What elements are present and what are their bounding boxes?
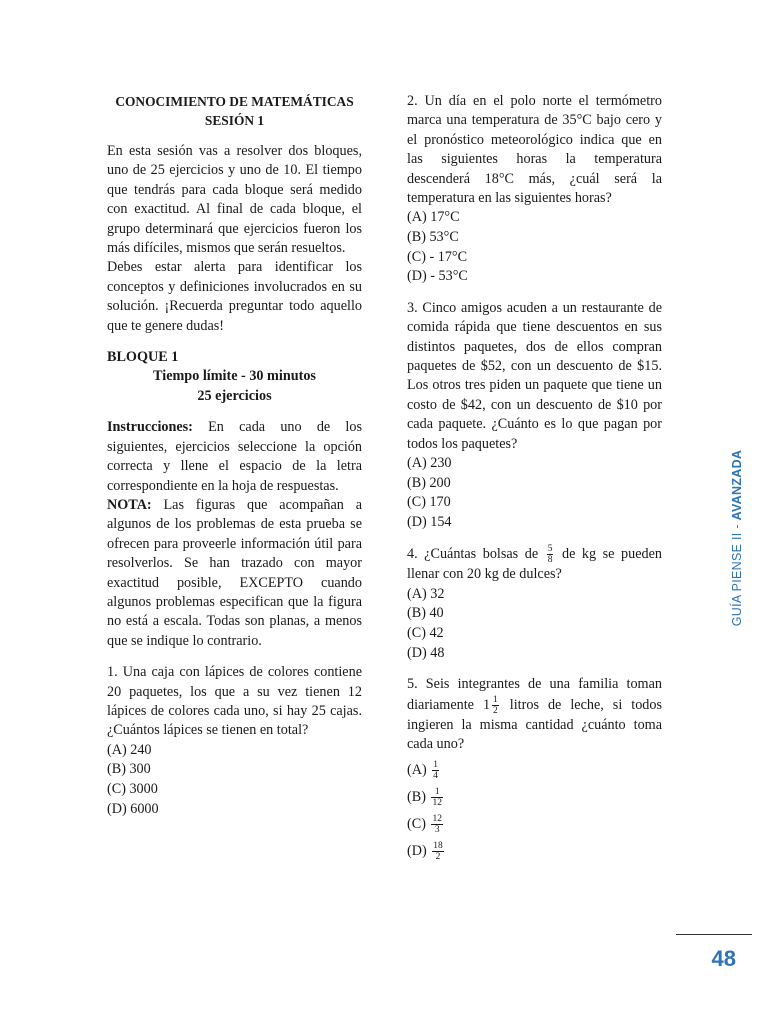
option-fraction (431, 787, 443, 808)
question-3-option-c: (C) 170 (407, 494, 451, 511)
guide-level: AVANZADA (730, 449, 744, 521)
footer-rule (676, 934, 752, 935)
instructions-text: En cada uno de los siguientes, ejercicios seleccione la opción correcta y llene el espacio de la letra correspondiente en la hoja de respuestas. (107, 419, 362, 494)
question-3-option-b: (B) 200 (407, 474, 451, 491)
question-4-option-b: (B) 40 (407, 605, 444, 622)
right-column (407, 92, 662, 862)
option-label: (A) (407, 762, 427, 779)
fraction-denominator: 4 (433, 771, 438, 782)
question-5-fraction (492, 695, 499, 716)
question-2-option-d: (D) - 53°C (407, 268, 468, 285)
option-fraction (432, 841, 444, 862)
fraction-denominator: 3 (434, 825, 440, 836)
question-1-text: 1. Una caja con lápices de colores contiene 20 paquetes, los que a su vez tienen 12 lápices de colores cada uno, si hay 25 cajas. ¿Cuántos lápices se tienen en total? (107, 664, 362, 739)
question-2-text: 2. Un día en el polo norte el termómetro marca una temperatura de 35°C bajo cero y el pronóstico meteorológico indica que en las siguientes horas la temperatura descenderá 18°C más, ¿cuál será la temperatura en las siguientes horas? (407, 93, 662, 207)
note-paragraph (107, 496, 362, 651)
note-label: NOTA: (107, 496, 152, 513)
intro-paragraph-1: En esta sesión vas a resolver dos bloques, uno de 25 ejercicios y uno de 10. El tiempo que tendrás para cada bloque será medido con exactitud. Al final de cada bloque, el grupo determinará que ejercicios fueron los más difíciles, mismos que serán resueltos. (107, 143, 362, 257)
question-4-text (407, 544, 662, 584)
guide-name: GUÍA PIENSE II - (730, 520, 744, 627)
block-count: 25 ejercicios (197, 387, 272, 404)
block-label: BLOQUE 1 (107, 349, 179, 366)
instructions-paragraph (107, 418, 362, 496)
question-2-option-b: (B) 53°C (407, 229, 459, 246)
fraction-denominator: 2 (435, 852, 441, 863)
section-subtitle: SESIÓN 1 (204, 113, 265, 128)
fraction-numerator: 5 (547, 544, 553, 555)
question-1-option-d: (D) 6000 (107, 800, 159, 817)
question-5-text-after: litros de leche, si todos ingieren la misma cantidad ¿cuánto toma cada uno? (407, 696, 662, 753)
fraction-numerator: 1 (431, 787, 443, 798)
question-1-option-b: (B) 300 (107, 761, 151, 778)
guide-side-label (730, 450, 744, 627)
fraction-numerator: 1 (493, 694, 498, 705)
fraction-denominator: 2 (493, 705, 498, 716)
option-label: (D) (407, 843, 427, 860)
block-time: Tiempo límite - 30 minutos (153, 368, 316, 385)
option-label: (C) (407, 816, 426, 833)
question-4-text-after: de kg se pueden llenar con 20 kg de dulces? (407, 546, 662, 583)
section-title: CONOCIMIENTO DE MATEMÁTICAS (115, 94, 354, 109)
fraction-numerator: 1 (433, 760, 438, 771)
page-number: 48 (711, 946, 736, 971)
question-2-option-a: (A) 17°C (407, 209, 460, 226)
question-1-option-c: (C) 3000 (107, 780, 158, 797)
question-4-text-before: 4. ¿Cuántas bolsas de (407, 546, 539, 563)
question-4-fraction (547, 544, 554, 565)
question-5-option-b (407, 787, 662, 808)
question-5-option-a (407, 760, 662, 781)
question-1-option-a: (A) 240 (107, 741, 152, 758)
question-5-text-before: 5. Seis integrantes de una familia toman diariamente 1 (407, 676, 662, 713)
fraction-numerator: 12 (432, 814, 442, 825)
question-4-option-d: (D) 48 (407, 644, 445, 661)
question-3-option-a: (A) 230 (407, 455, 452, 472)
intro-paragraph-2: Debes estar alerta para identificar los conceptos y definiciones involucrados en su solución. ¡Recuerda preguntar todo aquello que te genere dudas! (107, 259, 362, 334)
fraction-denominator: 12 (432, 798, 442, 809)
instructions-label: Instrucciones: (107, 419, 193, 436)
question-5-option-d (407, 841, 662, 862)
question-5-option-c (407, 814, 662, 835)
question-3-text: 3. Cinco amigos acuden a un restaurante de comida rápida que tiene descuentos en sus distintos paquetes, dos de ellos compran paquetes de $52, con un descuento de $15. Los otros tres piden un paquete que tiene un costo de $42, con un descuento de $10 por cada paquete. ¿Cuánto es lo que pagan por todos los paquetes? (407, 299, 662, 452)
option-fraction (432, 760, 439, 781)
option-label: (B) (407, 789, 426, 806)
fraction-denominator: 8 (547, 555, 553, 566)
question-4-option-a: (A) 32 (407, 585, 445, 602)
note-text: Las figuras que acompañan a algunos de los problemas de esta prueba se ofrecen para proveerle información útil para resolverlos. Se han trazado con mayor exactitud posible, EXCEPTO cuando algunos problemas especifican que la figura no está a escala. Todas son planas, a menos que se indique lo contrario. (107, 496, 362, 649)
left-column (107, 92, 362, 819)
question-5-text (407, 675, 662, 754)
question-3-option-d: (D) 154 (407, 513, 452, 530)
fraction-numerator: 18 (433, 841, 443, 852)
question-4-option-c: (C) 42 (407, 625, 444, 642)
option-fraction (431, 814, 443, 835)
question-2-option-c: (C) - 17°C (407, 248, 468, 265)
